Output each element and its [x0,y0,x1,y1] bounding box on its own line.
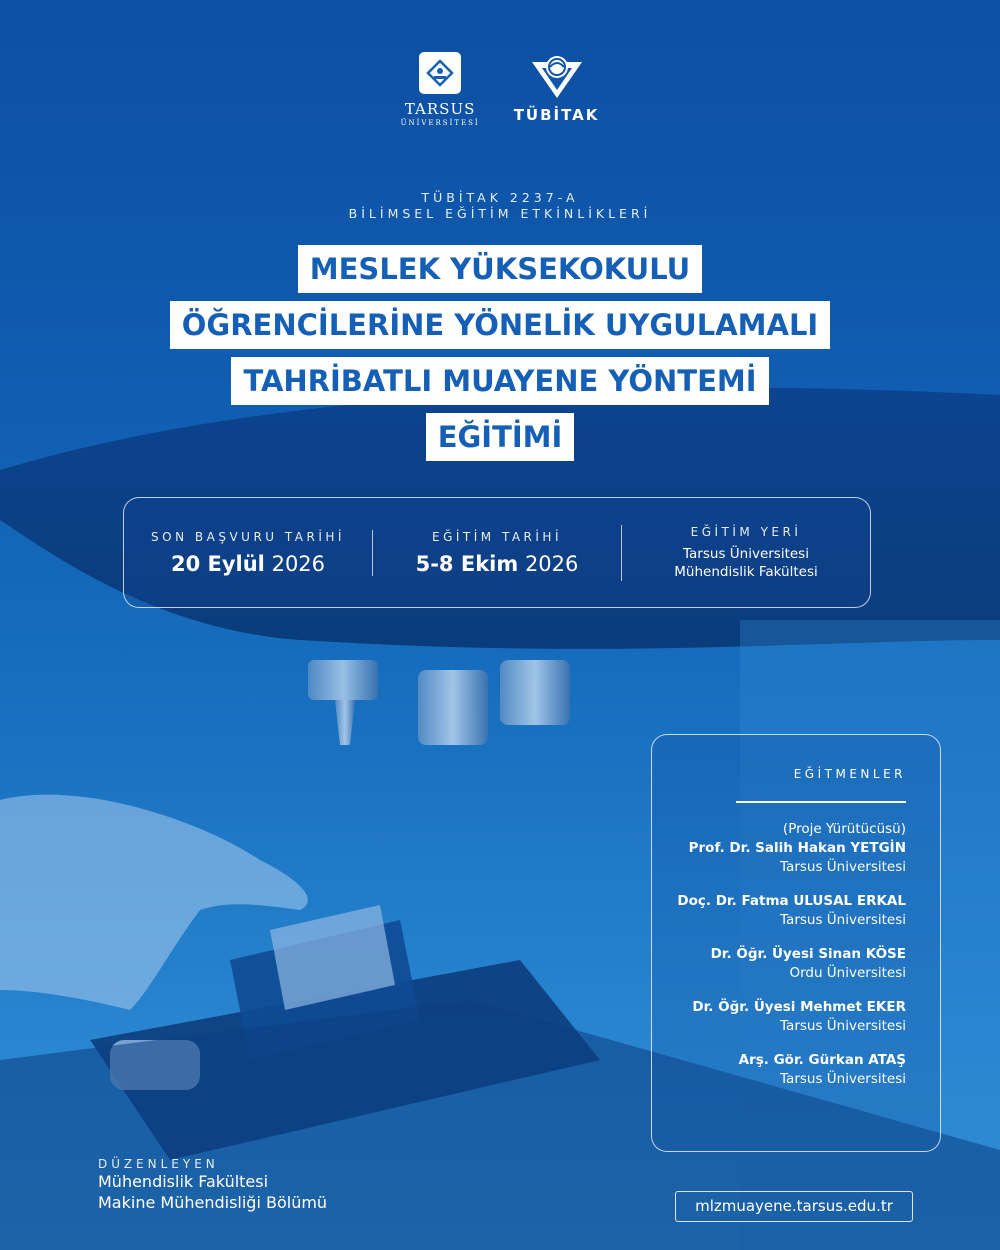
deadline-value [124,552,372,576]
title-line-1: MESLEK YÜKSEKOKULU [298,245,702,293]
trainer-item [677,892,906,930]
deadline-label: SON BAŞVURU TARİHİ [151,529,345,544]
event-title [0,245,1000,461]
trainer-name: Dr. Öğr. Üyesi Mehmet EKER [692,999,906,1015]
deadline-date: 20 Eylül [170,551,265,576]
trainer-name: Arş. Gör. Gürkan ATAŞ [738,1052,906,1068]
trainer-org: Tarsus Üniversitesi [780,912,906,928]
tarsus-university-logo [401,52,480,127]
organizer-block [98,1157,327,1213]
title-line-2: ÖĞRENCİLERİNE YÖNELİK UYGULAMALI [170,301,830,349]
website-link[interactable]: mlzmuayene.tarsus.edu.tr [675,1191,913,1222]
program-line-2: BİLİMSEL EĞİTİM ETKİNLİKLERİ [348,206,652,221]
training-date: 5-8 Ekim [415,551,519,576]
trainer-name: Prof. Dr. Salih Hakan YETGİN [688,840,906,856]
organizer-department: Makine Mühendisliği Bölümü [98,1193,328,1212]
place-line-2: Mühendislik Fakültesi [674,563,818,580]
trainer-role: (Proje Yürütücüsü) [782,821,906,837]
tubitak-logo-name: TÜBİTAK [513,106,600,124]
program-name [0,190,1000,222]
trainers-divider [736,801,906,803]
organizer-faculty: Mühendislik Fakültesi [98,1172,269,1191]
training-date-column [372,530,621,576]
trainer-item [677,998,906,1036]
training-date-label: EĞİTİM TARİHİ [431,529,562,544]
trainer-name: Dr. Öğr. Üyesi Sinan KÖSE [710,946,906,962]
trainer-item [677,1051,906,1089]
info-box [123,497,871,608]
training-date-value [373,552,621,576]
deadline-year: 2026 [271,551,326,576]
training-place-value [622,545,870,581]
tarsus-emblem-icon [419,52,461,94]
trainer-item [677,945,906,983]
tarsus-logo-name: TARSUS [404,100,476,118]
organizer-label: DÜZENLEYEN [98,1157,219,1171]
training-place-column [621,525,870,581]
trainer-org: Ordu Üniversitesi [789,965,906,981]
trainers-heading: EĞİTMENLER [793,767,906,781]
tarsus-logo-subtitle: ÜNİVERSİTESİ [400,119,480,127]
title-line-3: TAHRİBATLI MUAYENE YÖNTEMİ [231,357,768,405]
trainer-org: Tarsus Üniversitesi [780,859,906,875]
training-year: 2026 [524,551,579,576]
trainer-org: Tarsus Üniversitesi [780,1071,906,1087]
trainer-item [677,820,906,877]
deadline-column [124,530,372,576]
logo-row [0,52,1000,127]
place-line-1: Tarsus Üniversitesi [683,545,809,562]
trainer-org: Tarsus Üniversitesi [780,1018,906,1034]
training-place-label: EĞİTİM YERİ [690,524,802,539]
tubitak-emblem-icon [528,54,586,100]
trainers-panel [651,734,941,1152]
program-line-1: TÜBİTAK 2237-A [421,190,579,205]
trainer-list [677,820,906,1104]
trainer-name: Doç. Dr. Fatma ULUSAL ERKAL [677,893,906,909]
title-line-4: EĞİTİMİ [426,413,575,461]
tubitak-logo [514,54,600,124]
